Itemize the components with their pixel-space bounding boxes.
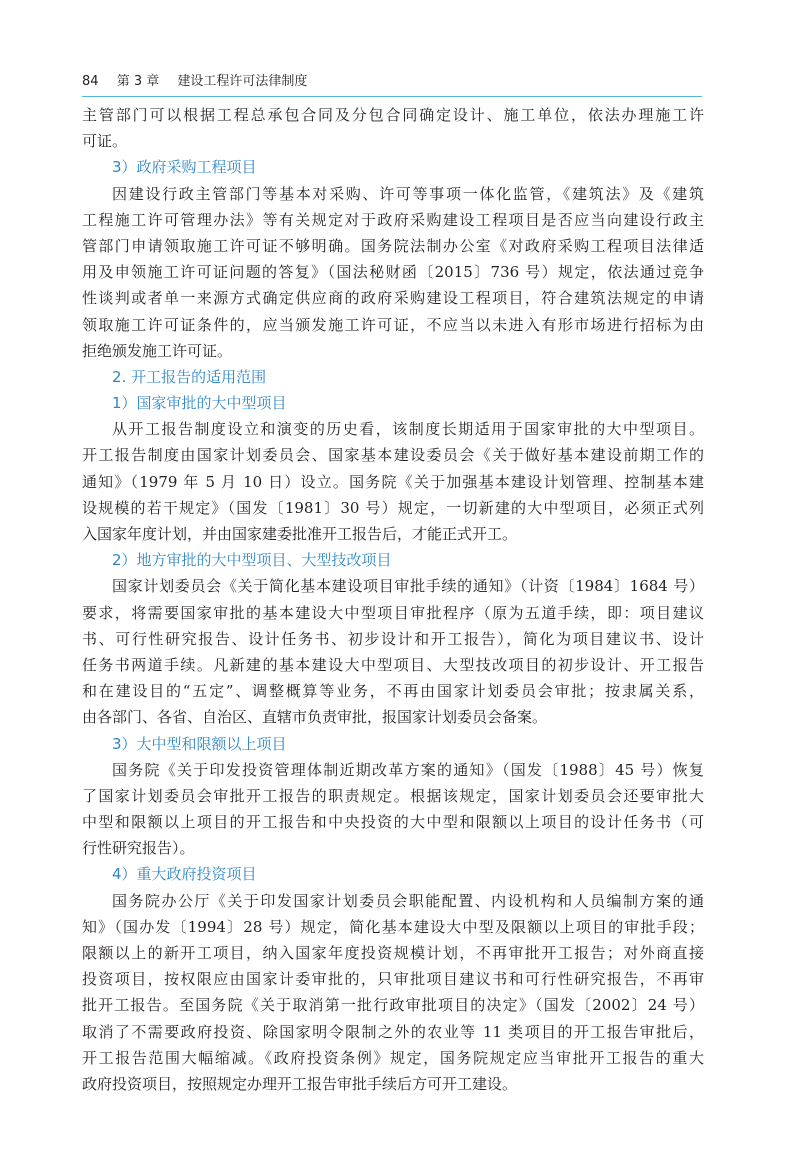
body-text-line: 了国家计划委员会审批开工报告的职责规定。根据该规定，国家计划委员会还要审批大 (82, 786, 704, 805)
body-text-line: 由各部门、各省、自治区、直辖市负责审批，报国家计划委员会备案。 (82, 708, 548, 727)
body-text-line: 开工报告范围大幅缩减。《政府投资条例》规定，国务院规定应当审批开工报告的重大 (82, 1048, 704, 1067)
body-text-line: 任务书两道手续。凡新建的基本建设大中型项目、大型技改项目的初步设计、开工报告 (82, 655, 704, 674)
body-text-line: 国务院办公厅《关于印发国家计划委员会职能配置、内设机构和人员编制方案的通 (112, 891, 704, 910)
body-text-line: 开工报告制度由国家计划委员会、国家基本建设委员会《关于做好基本建设前期工作的 (82, 446, 704, 465)
section-heading: 1）国家审批的大中型项目 (112, 394, 287, 413)
body-text-line: 主管部门可以根据工程总承包合同及分包合同确定设计、施工单位，依法办理施工许 (82, 106, 704, 124)
body-text-line: 知》（国办发〔1994〕28 号）规定，简化基本建设大中型及限额以上项目的审批手段； (82, 917, 704, 936)
section-heading: 3）大中型和限额以上项目 (112, 734, 287, 753)
body-text-line: 书、可行性研究报告、设计任务书、初步设计和开工报告），简化为项目建议书、设计 (82, 629, 704, 648)
page-body (82, 102, 704, 1097)
body-text-line: 设规模的若干规定》（国发〔1981〕30 号）规定，一切新建的大中型项目，必须正式列 (82, 498, 704, 517)
body-text-line: 工程施工许可管理办法》等有关规定对于政府采购建设工程项目是否应当向建设行政主 (82, 210, 704, 229)
body-text-line: 限额以上的新开工项目，纳入国家年度投资规模计划，不再审批开工报告；对外商直接 (82, 944, 704, 962)
body-text-line: 要求，将需要国家审批的基本建设大中型项目审批程序（原为五道手续，即：项目建议 (82, 603, 704, 622)
section-heading: 2）地方审批的大中型项目、大型技改项目 (112, 551, 392, 570)
body-text-line: 取消了不需要政府投资、除国家明令限制之外的农业等 11 类项目的开工报告审批后， (82, 1022, 704, 1041)
body-text-line: 投资项目，按权限应由国家计委审批的，只审批项目建议书和可行性研究报告，不再审 (82, 970, 704, 989)
section-heading: 2. 开工报告的适用范围 (112, 367, 267, 386)
body-text-line: 国务院《关于印发投资管理体制近期改革方案的通知》（国发〔1988〕45 号）恢复 (112, 760, 704, 779)
body-text-line: 行性研究报告）。 (82, 839, 195, 858)
body-text-line: 入国家年度计划，并由国家建委批准开工报告后，才能正式开工。 (82, 525, 518, 543)
body-text-line: 因建设行政主管部门等基本对采购、许可等事项一体化监管，《建筑法》及《建筑 (112, 184, 704, 203)
body-text-line: 和在建设目的“五定”、调整概算等业务，不再由国家计划委员会审批；按隶属关系， (82, 682, 704, 701)
body-text-line: 从开工报告制度设立和演变的历史看，该制度长期适用于国家审批的大中型项目。 (112, 420, 704, 439)
body-text-line: 性谈判或者单一来源方式确定供应商的政府采购建设工程项目，符合建筑法规定的申请 (82, 289, 704, 308)
body-text-line: 拒绝颁发施工许可证。 (82, 341, 233, 360)
body-text-line: 中型和限额以上项目的开工报告和中央投资的大中型和限额以上项目的设计任务书（可 (82, 813, 704, 832)
body-text-line: 用及申领施工许可证问题的答复》（国法秘财函〔2015〕736 号）规定，依法通过竞争 (82, 263, 704, 282)
body-text-line: 可证。 (82, 132, 128, 151)
page-header (82, 72, 702, 97)
chapter-title: 建设工程许可法律制度 (177, 74, 308, 89)
body-text-line: 领取施工许可证条件的，应当颁发施工许可证，不应当以未进入有形市场进行招标为由 (82, 315, 704, 334)
section-heading: 3）政府采购工程项目 (112, 158, 257, 177)
body-text-line: 批开工报告。至国务院《关于取消第一批行政审批项目的决定》（国发〔2002〕24 号） (82, 996, 704, 1015)
chapter-number: 第 3 章 (116, 74, 160, 89)
body-text-line: 管部门申请领取施工许可证不够明确。国务院法制办公室《对政府采购工程项目法律适 (82, 236, 704, 255)
section-heading: 4）重大政府投资项目 (112, 865, 257, 884)
body-text-line: 通知》（1979 年 5 月 10 日）设立。国务院《关于加强基本建设计划管理、控制基本建 (82, 472, 704, 491)
body-text-line: 国家计划委员会《关于简化基本建设项目审批手续的通知》（计资〔1984〕1684 号） (112, 577, 704, 596)
page-number: 84 (82, 74, 99, 89)
body-text-line: 政府投资项目，按照规定办理开工报告审批手续后方可开工建设。 (82, 1074, 518, 1093)
